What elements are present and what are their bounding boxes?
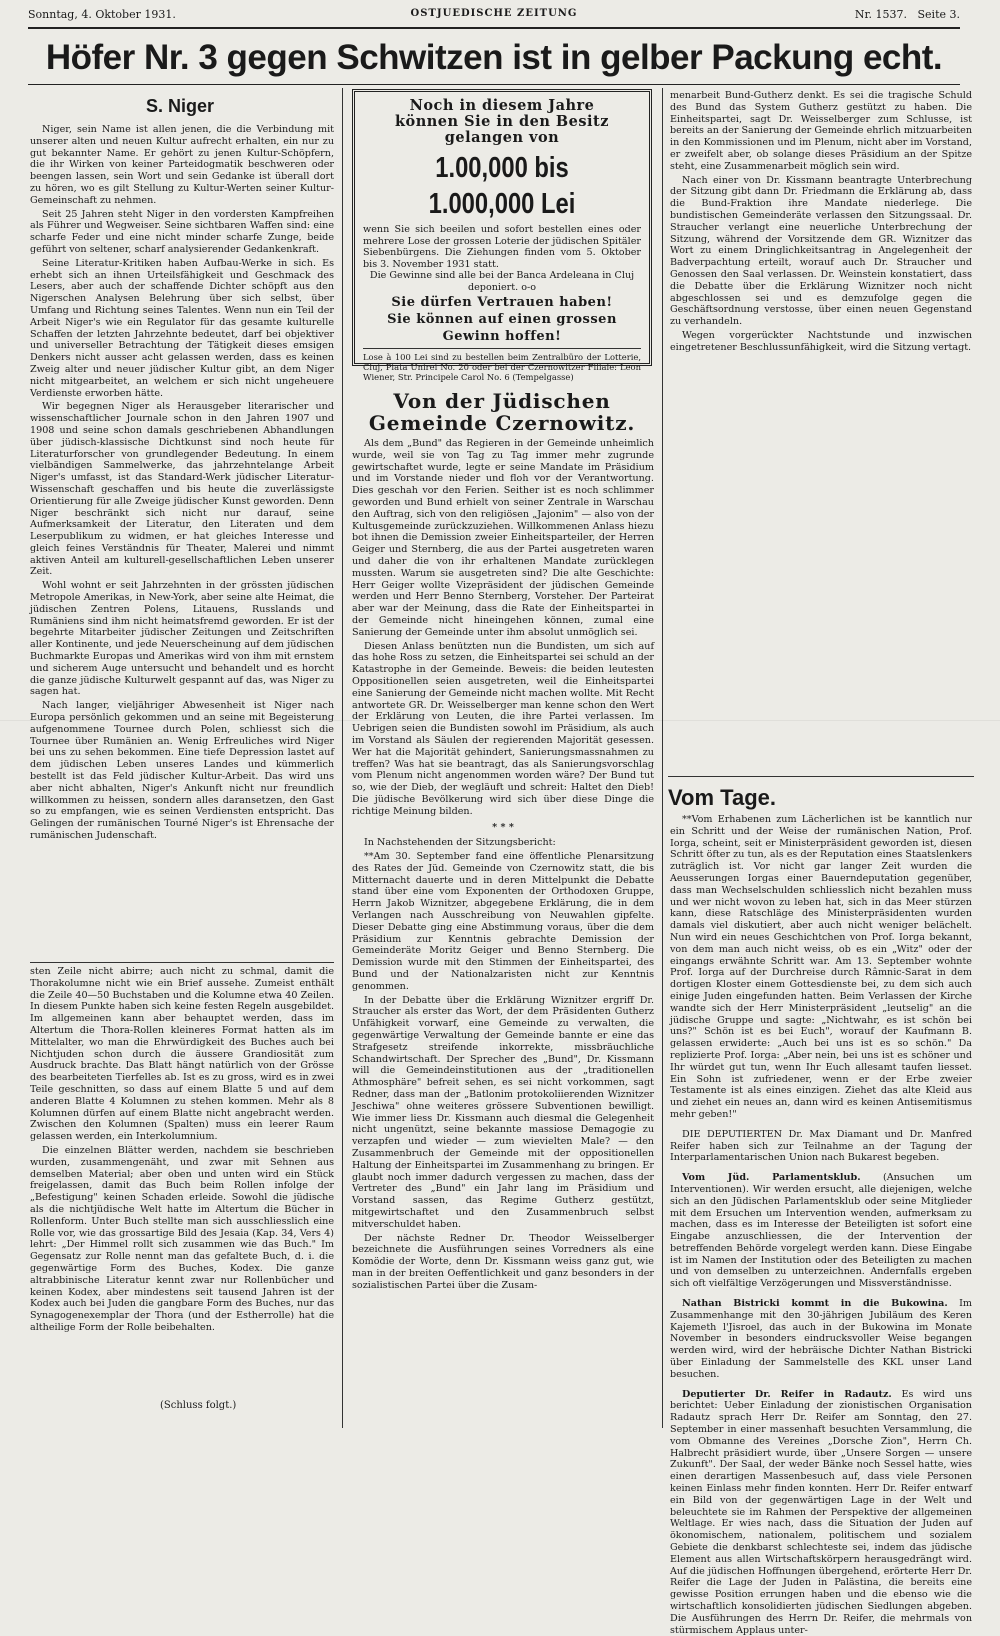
issue-number: Nr. 1537. <box>854 8 907 21</box>
gemeinde-paragraph-1: Als dem „Bund" das Regieren in der Gemeinde unheimlich wurde, weil sie von Tag zu Tag immer mehr zugrunde gewirtschaftet wurde, legte er seine Mandate im Präsidium und im Vorstande nieder und floh vor der Verantwortung. Dies geschah vor den Ferien. Seither ist es noch schlimmer geworden und Bund erhielt von seiner Zentrale in Warschau den Auftrag, sich von den religiösen „Jajonim" — also von der Kultusgemeinde zurückzuziehen. Willkommenen Anlass hiezu bot ihnen die Demission zweier Einheitsparteiler, der Herren Geiger und Sternberg, die aus der Partei ausgetreten waren und daher die von ihr erhaltenen Mandate zurücklegen mussten. Warum sie ausgetreten sind? Die alte Geschichte: Herr Geiger wollte Vizepräsident der jüdischen Gemeinde werden und Herr Benno Sternberg, Vorsteher. Der Parteirat aber war der Meinung, dass die Rate der Einheitspartei in der Gemeinde nicht hineingehen können, zumal eine Sanierung der Gemeinde unter ihm absolut unmöglich sei. <box>352 438 654 638</box>
thora-paragraph-1: sten Zeile nicht abirre; auch nicht zu schmal, damit die Thorakolumne nicht wie ein Brief aussehe. Zumeist enthält die Zeile 40—50 Buchstaben und die Kolumne etwa 40 Zeilen. In diesem Punkte haben sich keine festen Regeln ausgebildet. Im allgemeinen kann aber behauptet werden, dass im Altertum die Thora-Rollen kleineres Format hatten als im Mittelalter, wo man die Ehrwürdigkeit des Buches auch bei Nichtjuden schon durch die äussere Grandiosität zum Ausdruck brachte. Das Blatt hängt natürlich von der Grösse des bearbeiteten Tierfelles ab. Ist es zu gross, wird es in zwei Teile geschnitten, so dass auf einem Blatte 5 und auf dem anderen Blatte 4 Kolumnen zu stehen kommen. Mehr als 8 Kolumnen dürfen auf einem Blatte nicht angebracht werden. Zwischen den Kolumnen (Spalten) muss ein leerer Raum gelassen werden, ein Interkolumnium. <box>30 966 334 1143</box>
lottery-trust-1: Sie dürfen Vertrauen haben! <box>391 295 613 310</box>
lottery-line-2: können Sie in den Besitz <box>394 113 609 130</box>
tage-reifer-head: Deputierter Dr. Reifer in Radautz. <box>682 1388 892 1400</box>
tage-bistricki-head: Nathan Bistricki kommt in die Bukowina. <box>682 1298 948 1310</box>
gemeinde-paragraph-5: In der Debatte über die Erklärung Wiznitzer ergriff Dr. Straucher als erster das Wort, der dem Präsidenten Gutherz Unfähigkeit vorwarf, eine Gemeinde zu verwalten, die gegenwärtige Verwaltung der Gemeinde bannte er eine das Strafgesetz streifende inkorrekte, missbräuchliche Schandwirtschaft. Der Sprecher des „Bund", Dr. Kissmann will die Gemeindeinstitutionen aus der „traditionellen Athmosphäre" befreit sehen, es sei nicht vorkommen, sagt Redner, dass man der „Batlonim protokoliierenden Wiznitzer Jeschiwa" ohne weiteres grössere Subventionen bewilligt. Wie immer liess Dr. Kissmann auch diesmal die Gelegenheit nicht ungenützt, seine bekannte massiose Demagogie zu verzapfen und wieder — zum wievielten Male? — den Zusammenbruch der Gemeinde mit der oppositionellen Haltung der Einheitspartei im Zusammenhang zu bringen. Er glaubt noch immer dadurch vergessen zu machen, dass der Vertreter des „Bund" ein Jahr lang im Präsidium und Vorstand sassen, das Regime Gutherz gestützt, mitgewirtschaftet und den Zusammenbruch selbst mitverschuldet haben. <box>352 994 654 1230</box>
lottery-line-1: Noch in diesem Jahre <box>409 97 595 114</box>
tage-klub-head: Vom Jüd. Parlamentsklub. <box>682 1172 861 1184</box>
gemeinde-title <box>354 390 650 434</box>
niger-title: S. Niger <box>145 96 215 116</box>
niger-end-rule <box>30 962 334 963</box>
paper-fold <box>0 720 1000 721</box>
lottery-deposit-text: Die Gewinne sind alle bei der Banca Ardeleana in Cluj deponiert. <box>369 270 635 293</box>
thora-article <box>30 966 334 1396</box>
continuation-paragraph-3: Wegen vorgerückter Nachtstunde und inzwischen eingetretener Beschlussunfähigkeit, wird die Sitzung vertagt. <box>670 329 972 353</box>
gemeinde-paragraph-2: Diesen Anlass benützten nun die Bundisten, um sich auf das hohe Ross zu setzen, die Einheitspartei sei schuld an der Katastrophe in der Gemeinde. Beweis: die beiden leutesten Oppositionellen seien ausgetreten, weil die Einheitspartei eine Sanierung der Gemeinde nicht machen wollte. Mit Recht antwortete GR. Dr. Weisselberger man kenne schon den Wert der Erklärung von Leuten, die ihre Partei verlassen. Im Uebrigen seien die Bundisten sowohl im Präsidium, als auch im Vorstand als Säulen der regierenden Majorität gesessen. Wer hat die Majorität gehindert, Sanierungsmassnahmen zu treffen? Was hat sie beantragt, das als Sanierungsvorschlag vom Plenum nicht angenommen worden wäre? Der Bund tut so, wie der Dieb, der wegläuft und schreit: Haltet den Dieb! Die jüdische Bevölkerung wird sich über diese Dinge die richtige Meinung bilden. <box>352 640 654 817</box>
niger-paragraph-5: Wohl wohnt er seit Jahrzehnten in der grössten jüdischen Metropole Amerikas, in New-York, aber seine alte Heimat, die jüdischen Zentren Polens, Litauens, Russlands und Rumäniens sind ihm nicht heimatsfremd geworden. Er ist der begehrte Mitarbeiter jüdischer Zeitungen und Zeitschriften aller Kontinente, und jede Neuerscheinung auf dem jüdischen Buchmarkte Europas und Amerikas wird von ihm mit ernstem und sicherem Auge untersucht und behandelt und es horcht die ganze jüdische Kulturwelt gespannt auf das, was Niger zu sagen hat. <box>30 580 334 698</box>
niger-paragraph-2: Seit 25 Jahren steht Niger in den vordersten Kampfreihen als Führer und Wegweiser. Seine sichtbaren Waffen sind: eine scharfe Feder und eine nicht minder scharfe Zunge, beide geführt von seltener, scharf analysierender Gedankenkraft. <box>30 208 334 255</box>
niger-article <box>30 124 334 960</box>
lottery-amount: 1.00,000 bis 1.000,000 Lei <box>428 152 576 220</box>
issue-date: Sonntag, 4. Oktober 1931. <box>28 8 176 21</box>
lottery-deposit-mark: o-o <box>521 281 536 293</box>
gemeinde-continuation <box>670 90 972 770</box>
tage-bistricki <box>670 1298 972 1381</box>
niger-paragraph-6: Nach langer, vieljähriger Abwesenheit ist Niger nach Europa persönlich gekommen und an seine mit Begeisterung aufgenommene Tournee durch Polen, schliesst sich die Tournee über Rumänien an. Wenig Erfreuliches wird Niger bei uns zu sehen bekommen. Eine tiefe Depression lastet auf dem jüdischen Leben unseres Landes und kümmerlich bestellt ist das Feld jüdischer Kultur-Arbeit. Das wird uns aber nicht abhalten, Niger's Ankunft nicht nur freundlich willkommen zu heissen, sondern alles daransetzen, den Gast so zu empfangen, wie es seinen Verdiensten entspricht. Das Gelingen der rumänischen Tourné Niger's ist Ehrensache der rumänischen Judenschaft. <box>30 700 334 842</box>
lottery-body: wenn Sie sich beeilen und sofort bestellen eines oder mehrere Lose der grossen Loterie der jüdischen Spitäler Siebenbürgens. Die Ziehungen finden vom 5. Oktober bis 3. November 1931 statt. <box>363 224 641 270</box>
column-rule-2 <box>662 88 663 1428</box>
tage-klub <box>670 1172 972 1290</box>
issue-page <box>855 8 960 21</box>
tage-reifer-text: Es wird uns berichtet: Ueber Einladung der zionistischen Organisation Radautz sprach Herr Dr. Reifer am Sonntag, den 27. September in einer massenhaft besuchten Versammlung, die vom Obmanne des Vereines „Dorsche Zion", Herrn Ch. Halbrecht präsidiert wurde, über „Unsere Sorgen — unsere Zukunft". Der Saal, der weder Bänke noch Sessel hatte, wies einen derartigen Massenbesuch auf, dass viele Personen keinen Einlass mehr finden konnten. Herr Dr. Reifer entwarf ein Bild von der gegenwärtigen Lage in der Welt und beleuchtete sie im Rahmen der Perspektive der allgemeinen Weltlage. Er wies nach, dass die Situation der Juden auf ökonomischem, nationalem, politischem und sozialem Gebiete die denkbarst schlechteste sei, indem das jüdische Element aus allen Wirtschaftskörpern herausgedrängt wird. Auf die jüdischen Hoffnungen übergehend, erörterte Herr Dr. Reifer die Lage der Juden in Palästina, die bereits eine gewisse Position errungen haben und die ebenso wie die wirtschaftlich konsolidierten jüdischen Siedlungen abgeben. Die Ausführungen des Herrn Dr. Reifer, die mehrmals von stürmischem Applaus unter- <box>670 1388 972 1636</box>
page-header <box>28 8 960 26</box>
gemeinde-title-line-1: Von der Jüdischen <box>393 389 611 413</box>
thora-continued-note: (Schluss folgt.) <box>160 1400 237 1411</box>
tage-rule <box>668 776 974 777</box>
page-number: Seite 3. <box>917 8 960 21</box>
lottery-advertisement <box>352 89 652 383</box>
gemeinde-paragraph-3: In Nachstehenden der Sitzungsbericht: <box>364 837 556 849</box>
gemeinde-title-line-2: Gemeinde Czernowitz. <box>368 411 636 435</box>
lottery-trust-2: Sie können auf einen grossen <box>387 312 617 327</box>
gemeinde-separator: * * * <box>492 821 514 833</box>
lottery-small-print: Lose à 100 Lei sind zu bestellen beim Zentralbüro der Lotterie, Cluj, Piata Unirei No. 20 oder bei der Czernowitzer Filiale: Leon Wiener, Str. Principele Carol No. 6 (Tempelgasse) <box>363 348 641 383</box>
gemeinde-article <box>352 438 654 1398</box>
lottery-line-3: gelangen von <box>444 129 560 146</box>
thora-paragraph-2: Die einzelnen Blätter werden, nachdem sie beschrieben wurden, zusammengenäht, und zwar mit Sehnen aus demselben Material; aber oben und unten wird ein Stück freigelassen, damit das Buch beim Rollen infolge der „Befestigung" keinen Schaden erleide. Sowohl die jüdische als die nichtjüdische Welt hatte im Altertum die Bücher in Rollenform. Unter Buch stellte man sich ausschliesslich eine Rolle vor, wie das grossartige Bild des Jesaia (Kap. 34, Vers 4) lehrt: „Der Himmel rollt sich zusammen wie das Buch." Im Gegensatz zur Rolle nennt man das gefaltete Buch, d. i. die gegenwärtige Form des Buches, Kodex. Die ganze altrabbinische Literatur kennt zwar nur Rollenbücher und keinen Kodex, aber mindestens seit tausend Jahren ist der Kodex auch bei Juden die gangbare Form des Buches, nur das Synagogenexemplar der Thora (und der Estherrolle) hat die altheilige Form der Rolle beibehalten. <box>30 1144 334 1333</box>
niger-paragraph-4: Wir begegnen Niger als Herausgeber literarischer und wissenschaftlicher Journale schon in den Jahren 1907 und 1908 und seine schon damals geschriebenen Abhandlungen über jüdisch-klassische Dichtkunst sind noch heute für Literaturforscher von grundlegender Bedeutung. In einem vielbändigen Sammelwerke, das jahrzehntelange Arbeit Niger's umfasst, ist das Standard-Werk jüdischer Literatur-Wissenschaft geschaffen und bis heute die zuverlässigste Orientierung für alle Zweige jüdischer Kunst geworden. Denn Niger beschränkt sich nicht nur darauf, seine Aufmerksamkeit der Literatur, den Literaten und dem Leserpublikum zu widmen, er hat gleiches Interesse und gleich feines Verständnis für Theater, Malerei und nimmt aktiven Anteil am kulturell-gesellschaftlichen Leben unserer Zeit. <box>30 401 334 578</box>
lottery-deposit <box>363 270 641 293</box>
tage-erhabenen: **Vom Erhabenen zum Lächerlichen ist be kanntlich nur ein Schritt und der Weise der rumänischen Nation, Prof. Iorga, scheint, seit er Ministerpräsident geworden ist, diesen Schritt öfter zu tun, als es der Reputation eines Staatslenkers zuträglich ist. Vor nicht gar langer Zeit wurden die Aeusserungen Iorgas einer Bauerndeputation gegenüber, dass man Wechselschulden schliesslich nicht bezahlen muss und wer nicht wovon zu leben hat, sich in das Meer stürzen kann, diese Ratschläge des Ministerpräsidenten wurden damals viel diskutiert, aber auch nicht weniger belächelt. Nun wird ein neues Geschichtchen von Prof. Iorga bekannt, von dem man auch nicht weiss, ob es ein „Witz" oder der eingangs erwähnte Schritt war. Am 13. September wohnte Prof. Iorga auf der Durchreise durch Râmnic-Sarat in dem dortigen Kloster einem Gottesdienste bei, zu dem sich auch einige Juden eingefunden hatten. Beim Verlassen der Kirche wandte sich der Herr Ministerpräsident „leutselig" an die jüdische Gruppe und sagte: „Nichtwahr, es ist schön bei uns?" Schön ist es bei Euch", worauf der Kaufmann B. gelassen erwiderte: „Auch bei uns ist es so schön." Da replizierte Prof. Iorga: „Aber nein, bei uns ist es schöner und Ihr würdet gut tun, wenn Ihr Euch allesamt taufen liesset. Ein Sohn ist zufriedener, wenn er der Erbe zweier Testamente ist als eines einzigen. Ziehet das alte Kleid aus und ziehet ein neues an, dann wird es keinen Antisemitismus mehr geben!" <box>670 814 972 1120</box>
continuation-paragraph-1: menarbeit Bund-Gutherz denkt. Es sei die tragische Schuld des Bund das System Gutherz gestützt zu haben. Die Einheitspartei, sagt Dr. Weisselberger zum Schlusse, ist bereits an der Sanierung der Gemeinde ehrlich mitzuarbeiten in den Kommissionen und im Plenum, nicht aber im Vorstand, er zweifelt aber, ob solange dieses Präsidium an der Spitze steht, eine Zusammenarbeit möglich sein wird. <box>670 90 972 172</box>
continuation-paragraph-2: Nach einer von Dr. Kissmann beantragte Unterbrechung der Sitzung gibt dann Dr. Friedmann die Erklärung ab, dass die Bund-Fraktion ihre Mandate niederlege. Die bundistischen Gemeinderäte verlassen den Sitzungssaal. Dr. Straucher verlangt eine neuerliche Unterbrechung der Sitzung, während der Vorsitzende dem GR. Wiznitzer das Wort zu einem Dringlichkeitsantrag in Angelegenheit der Badverpachtung erteilt, worauf auch Dr. Straucher und Genossen den Saal verlassen. Dr. Weinstein konstatiert, dass die Debatte über die Erklärung Wiznitzer noch nicht abgeschlossen sei und es demzufolge gegen die Geschäftsordnung verstosse, über einen neuen Gegenstand zu verhandeln. <box>670 174 972 328</box>
newspaper-name: OSTJUEDISCHE ZEITUNG <box>410 8 578 19</box>
tage-title: Vom Tage. <box>668 785 776 810</box>
tage-reifer <box>670 1389 972 1636</box>
banner-advertisement: Höfer Nr. 3 gegen Schwitzen ist in gelber Packung echt. <box>45 38 943 77</box>
gemeinde-paragraph-4: **Am 30. September fand eine öffentliche Plenarsitzung des Rates der Jüd. Gemeinde von Czernowitz statt, die bis Mitternacht dauerte und in deren Mittelpunkt die Debatte stand über eine vom Exponenten der Orthodoxen Gruppe, Herrn Jakob Wiznitzer, abgegebene Erklärung, die in dem Verlangen nach Ausschreibung von Neuwahlen gipfelte. Dieser Debatte ging eine Abstimmung voraus, über die dem Präsidium zur Kenntnis gebrachte Demission der Gemeinderäte Moritz Geiger und Benno Sternberg. Die Demission wurde mit den Stimmen der Einheitspartei, des Bund und der Nationalzaristen nicht zur Kenntnis genommen. <box>352 851 654 992</box>
lottery-trust-3: Gewinn hoffen! <box>442 329 562 344</box>
tage-article <box>670 814 972 1636</box>
tage-deputierten: DIE DEPUTIERTEN Dr. Max Diamant und Dr. Manfred Reifer haben sich zur Teilnahme an der Tagung der Interparlamentarischen Union nach Bukarest begeben. <box>670 1128 972 1164</box>
niger-paragraph-1: Niger, sein Name ist allen jenen, die die Verbindung mit unserer alten und neuen Kultur aufrecht erhalten, ein nur zu gut bekannter Name. Er gehört zu jenen Kultur-Schöpfern, die ihr Wirken von keiner Parteidogmatik beschweren oder beengen lassen, sein Wort und sein Gedanke ist überall dort zu hören, wo es gilt Stellung zu Kultur-Werten seiner Kultur-Gemeinschaft zu nehmen. <box>30 124 334 206</box>
column-rule-1 <box>342 88 343 1428</box>
banner-rule <box>28 84 960 85</box>
gemeinde-paragraph-6: Der nächste Redner Dr. Theodor Weisselberger bezeichnete die Ausführungen seines Vorredners als eine Komödie der Worte, denn Dr. Kissmann weiss ganz gut, wie man in der breiten Oeffentlichkeit und ganz besonders in der sozialistischen Partei über die Zusam- <box>352 1232 654 1291</box>
tage-bistricki-text: Im Zusammenhange mit den 30-jährigen Jubiläum des Keren Kajemeth l'Jisroel, das auch in der Bukowina im Monate November in besonders eindrucksvoller Weise begangen werden wird, wird der hebräische Dichter Nathan Bistricki über Einladung der Sammelstelle des KKL unser Land besuchen. <box>670 1298 972 1380</box>
tage-klub-text: (Ansuchen um Interventionen). Wir werden ersucht, alle diejenigen, welche sich an den Jüdischen Parlamentsklub oder seine Mitglieder mit dem Ersuchen um Intervention wenden, aufmerksam zu machen, dass es im Interesse der Beteiligten ist sofort eine Eingabe anzuschliessen, die der Intervention der betreffenden Behörde vorgelegt werden kann. Diese Eingabe ist im Namen der Institution oder des Beteiligten zu machen und von demselben zu unterzeichnen. Andernfalls ergeben sich oft vielfältige Verzögerungen und Missverständnisse. <box>670 1172 972 1290</box>
header-rule <box>28 27 960 29</box>
niger-paragraph-3: Seine Literatur-Kritiken haben Aufbau-Werke in sich. Es erhebt sich an ihnen Urteilsfähigkeit und Geschmack des Lesers, aber auch der schaffende Dichter schöpft aus den Nigerschen Analysen Belehrung über sich selbst, über Umfang und Richtung seines Talentes. Wenn nun ein Teil der Arbeit Niger's wie ein Regulator für das gesamte kulturelle Schaffen der letzten Jahrzehnte bedeutet, darf bei objektiver und universeller Betrachtung der Tätigkeit dieses emsigen Denkers nicht ausser acht gelassen werden, dass es keinen Zweig alter und neuer jüdischer Kultur gibt, an dem Niger nicht mitgearbeitet, an welchem er sich nicht ungeheuere Verdienste erworben hätte. <box>30 257 334 399</box>
